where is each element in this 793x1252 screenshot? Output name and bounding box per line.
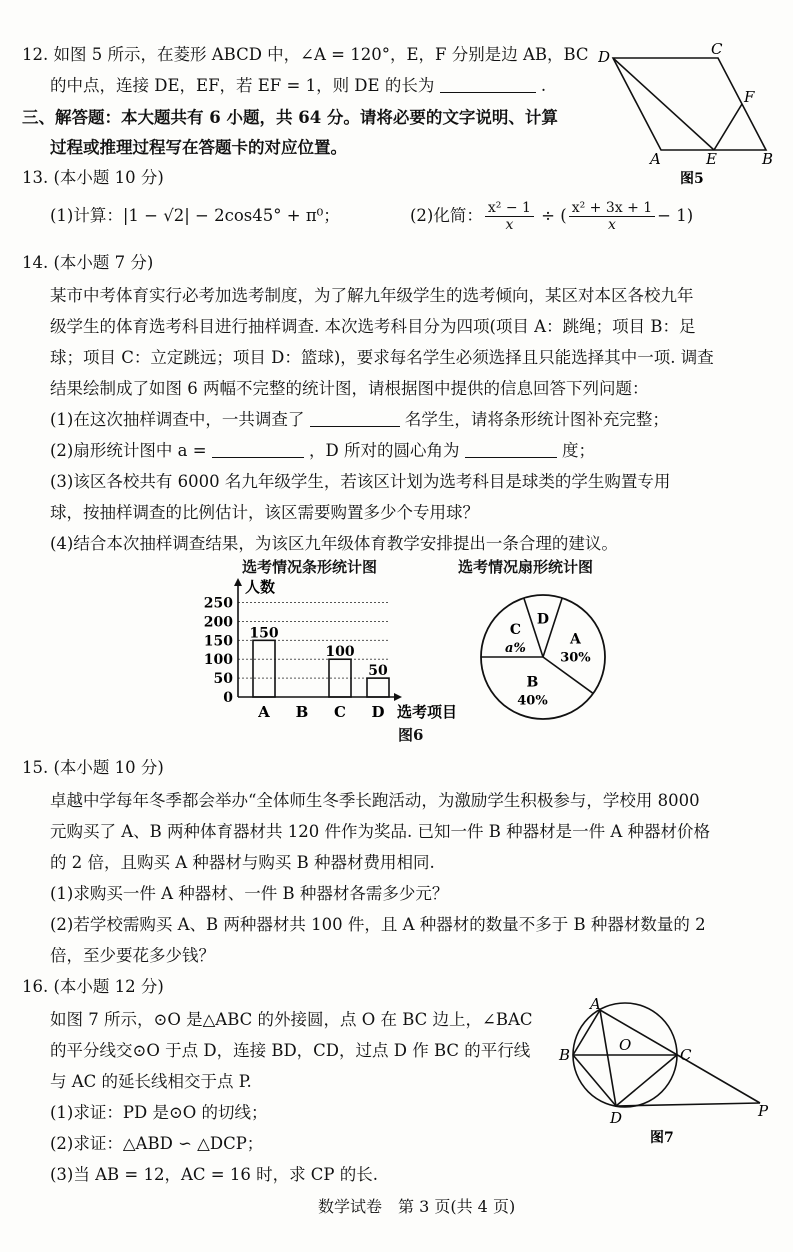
x-axis-arrow	[394, 693, 402, 701]
q14-sub1-text: (1)在这次抽样调查中，一共调查了	[50, 410, 305, 429]
bar-x-ticks	[257, 703, 384, 721]
q15-para-line3: 的 2 倍，且购买 A 种器材与购买 B 种器材费用相同.	[50, 853, 435, 872]
fraction-2-denominator: x	[607, 217, 616, 233]
label-a: A	[590, 998, 601, 1013]
q13-part1: (1)计算：|1 − √2| − 2cos45° + π⁰；	[50, 206, 340, 225]
q13-header: 13. (本小题 10 分)	[22, 168, 164, 187]
page-footer: 数学试卷 第 3 页(共 4 页)	[318, 1197, 516, 1216]
y-tick-label: 200	[203, 614, 233, 631]
label-b: B	[762, 150, 774, 168]
q15-sub1: (1)求购买一件 A 种器材、一件 B 种器材各需多少元？	[50, 884, 449, 903]
answer-blank	[440, 76, 536, 93]
pie-chart-title: 选考情况扇形统计图	[458, 558, 594, 576]
q14-header: 14. (本小题 7 分)	[22, 253, 154, 272]
figure-7-caption: 图7	[650, 1130, 674, 1146]
y-axis-label: 人数	[245, 578, 276, 596]
pie-chart	[472, 592, 622, 722]
bar-y-ticks	[204, 596, 233, 706]
q14-para-line1: 某市中考体育实行必考加选考制度，为了解九年级学生的选考倾向，某区对本区各校九年	[50, 286, 694, 305]
q15-para-line1: 卓越中学每年冬季都会举办“全体师生冬季长跑活动，为激励学生积极参与，学校用 8000	[50, 791, 700, 810]
q14-sub4: (4)结合本次抽样调查结果，为该区九年级体育教学安排提出一条合理的建议。	[50, 534, 618, 553]
fraction-1-denominator: x	[505, 217, 514, 233]
figure-5-rhombus	[598, 40, 783, 186]
y-tick-label: 50	[213, 671, 233, 688]
q14-sub3-line1: (3)该区各校共有 6000 名九年级学生，若该区计划为选考科目是球类的学生购置专用	[50, 472, 671, 491]
bar-chart	[185, 575, 470, 725]
q14-para-line3: 球；项目 C：立定跳远；项目 D：篮球)，要求每名学生必须选择且只能选择其中一项. 调查	[50, 348, 714, 367]
q15-para-line2: 元购买了 A、B 两种体育器材共 120 件作为奖品. 已知一件 B 种器材是一件 A 种器材价格	[50, 822, 711, 841]
q14-sub1	[50, 409, 669, 431]
q16-para-line3: 与 AC 的延长线相交于点 P.	[50, 1072, 252, 1091]
x-tick-label: B	[295, 703, 309, 721]
x-tick-label: D	[371, 703, 385, 721]
q12-line2	[50, 75, 546, 97]
bar-value-label: 50	[368, 663, 388, 680]
q14-sub2	[50, 440, 595, 462]
pie-slice-value-a: 30%	[560, 650, 591, 666]
figure-5-caption: 图5	[680, 171, 704, 186]
pie-slice-label-c: C	[509, 621, 521, 638]
y-tick-label: 150	[203, 633, 233, 650]
answer-blank	[310, 410, 400, 427]
segment-dp	[616, 1103, 760, 1106]
q14-para-line4: 结果绘制成了如图 6 两幅不完整的统计图，请根据图中提供的信息回答下列问题：	[50, 379, 649, 398]
segment-de	[613, 58, 714, 150]
label-e: E	[706, 150, 717, 168]
q15-sub2-line2: 倍，至少要花多少钱？	[50, 946, 215, 965]
q16-para-line1: 如图 7 所示，⊙O 是△ABC 的外接圆，点 O 在 BC 边上，∠BAC	[50, 1010, 533, 1029]
y-tick-label: 0	[223, 690, 233, 706]
pie-slice-label-d: D	[536, 611, 550, 628]
fraction-2	[569, 200, 655, 233]
segment-ab	[573, 1010, 600, 1055]
bar-value-label: 100	[325, 644, 355, 661]
q14-sub2-end: 度；	[562, 441, 596, 460]
y-axis-arrow	[234, 578, 242, 586]
fraction-2-numerator: x² + 3x + 1	[569, 200, 655, 217]
y-tick-label: 100	[203, 652, 233, 669]
x-axis-label: 选考项目	[397, 703, 458, 721]
label-p: P	[758, 1102, 769, 1120]
bar-value-label: 150	[249, 625, 279, 642]
answer-blank	[212, 441, 304, 458]
q13-part2	[410, 197, 693, 235]
pie-slice-label-a: A	[569, 631, 581, 648]
q16-sub1: (1)求证：PD 是⊙O 的切线；	[50, 1103, 268, 1122]
q12-line2-end: .	[540, 76, 547, 95]
label-b: B	[559, 1046, 571, 1064]
bar-d	[367, 678, 389, 697]
q16-para-line2: 的平分线交⊙O 于点 D，连接 BD，CD，过点 D 作 BC 的平行线	[50, 1041, 531, 1060]
bar-a	[253, 640, 275, 697]
pie-slice-value-c: a%	[505, 640, 526, 656]
q16-sub2: (2)求证：△ABD ∽ △DCP；	[50, 1134, 264, 1153]
q14-para-line2: 级学生的体育选考科目进行抽样调查. 本次选考科目分为四项(项目 A：跳绳；项目 B：足	[50, 317, 696, 336]
pie-slice-label-b: B	[526, 674, 539, 691]
segment-ad	[600, 1010, 616, 1106]
pie-slice-value-b: 40%	[517, 693, 548, 709]
fraction-1-numerator: x² − 1	[485, 200, 534, 217]
q13-part2-label: (2)化简：	[410, 206, 483, 225]
fraction-1	[485, 200, 534, 233]
label-f: F	[744, 88, 755, 106]
q15-sub2-line1: (2)若学校需购买 A、B 两种器材共 100 件，且 A 种器材的数量不多于 B 种器材数量的 2	[50, 915, 706, 934]
label-o: O	[619, 1036, 632, 1054]
label-c: C	[711, 40, 723, 58]
segment-ef	[714, 104, 742, 150]
x-tick-label: A	[258, 703, 270, 721]
q12-line2-text: 的中点，连接 DE，EF，若 EF = 1，则 DE 的长为	[50, 76, 435, 95]
section3-line1: 三、解答题：本大题共有 6 小题，共 64 分。请将必要的文字说明、计算	[22, 108, 558, 127]
label-d: D	[598, 48, 611, 66]
y-tick-label: 250	[203, 595, 233, 612]
q16-sub3: (3)当 AB = 12，AC = 16 时，求 CP 的长.	[50, 1165, 379, 1184]
bar-chart-title: 选考情况条形统计图	[242, 558, 378, 576]
q14-sub3-line2: 球，按抽样调查的比例估计，该区需要购置多少个专用球？	[50, 503, 479, 522]
segment-cd	[616, 1055, 677, 1106]
q12-line1: 12. 如图 5 所示，在菱形 ABCD 中，∠A = 120°，E，F 分别是边 AB，BC	[22, 45, 589, 64]
q14-sub2-text: (2)扇形统计图中 a =	[50, 441, 207, 460]
division-sign: ÷ (	[541, 206, 567, 225]
q14-sub2-mid: ，D 所对的圆心角为	[309, 441, 460, 460]
x-tick-label: C	[334, 703, 346, 721]
figure-7-circle	[555, 998, 780, 1148]
answer-blank	[465, 441, 557, 458]
q16-header: 16. (本小题 12 分)	[22, 977, 164, 996]
label-c: C	[680, 1046, 692, 1064]
q13-part2-end: − 1)	[657, 206, 694, 225]
q14-sub1-text-end: 名学生，请将条形统计图补充完整；	[404, 410, 669, 429]
bar-series	[249, 625, 389, 697]
section3-line2: 过程或推理过程写在答题卡的对应位置。	[50, 138, 347, 157]
label-d: D	[610, 1109, 623, 1127]
q15-header: 15. (本小题 10 分)	[22, 758, 164, 777]
figure-6-caption: 图6	[398, 726, 424, 744]
label-a: A	[650, 150, 661, 168]
